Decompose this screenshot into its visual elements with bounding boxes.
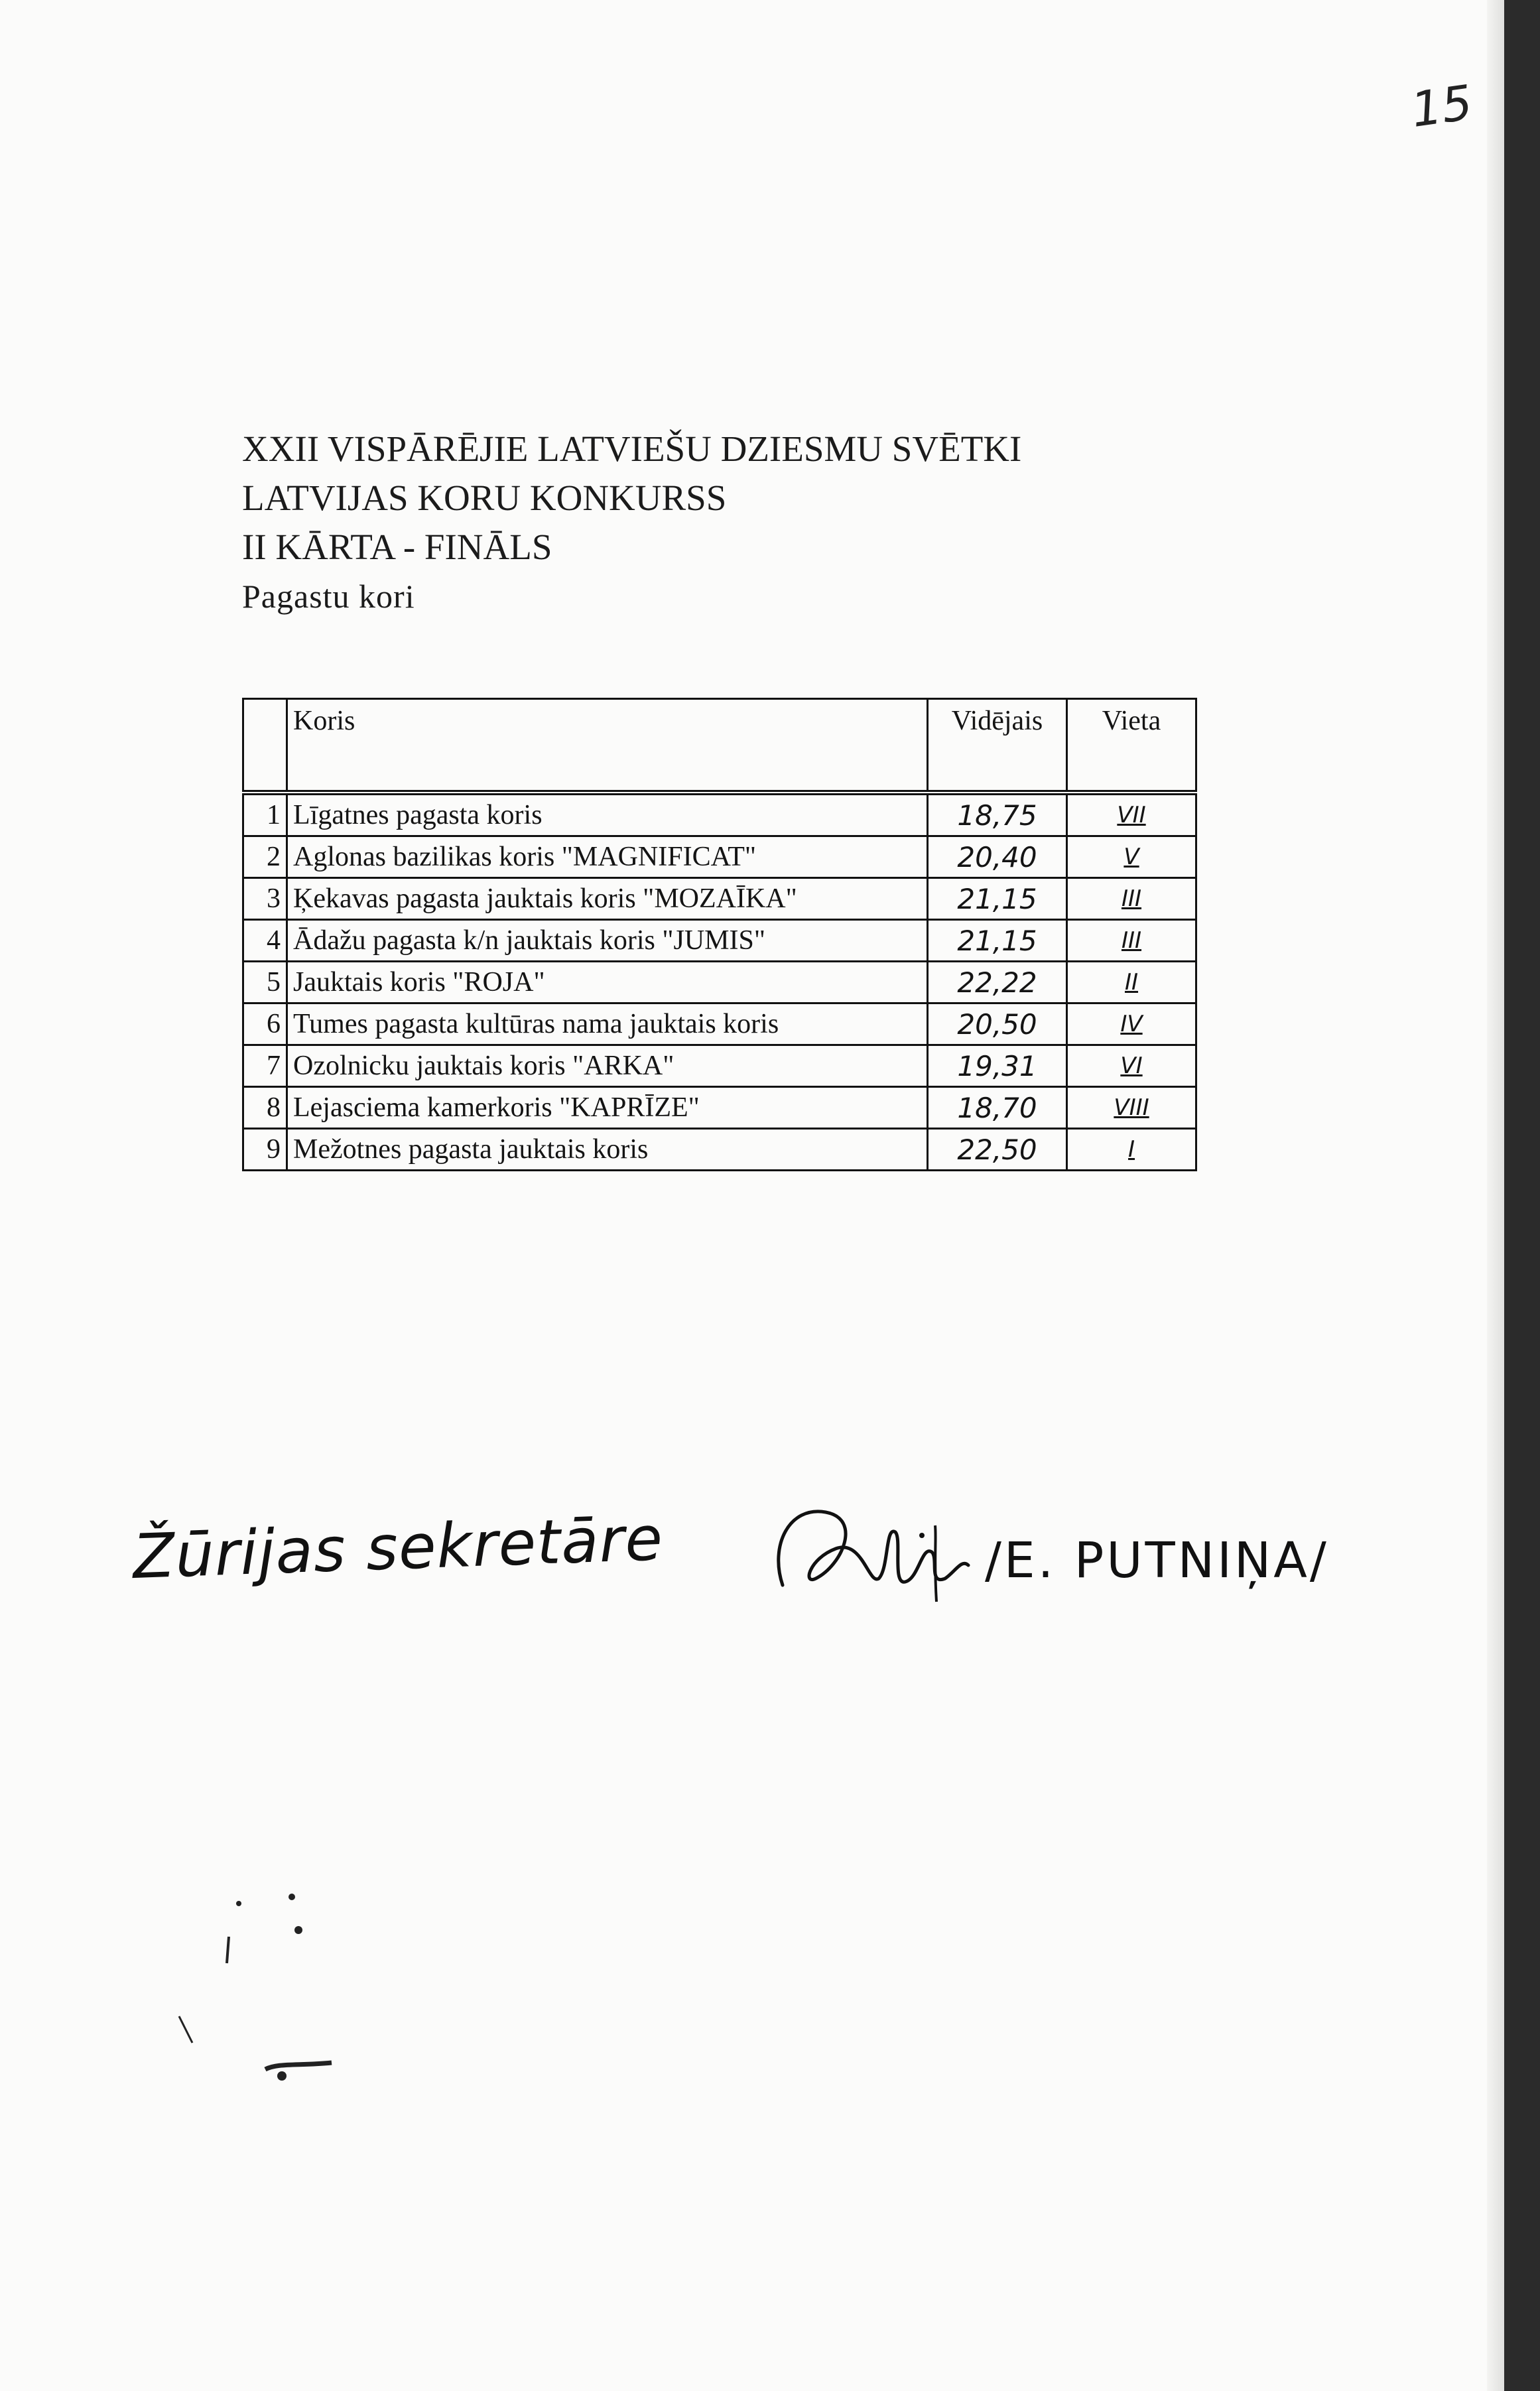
- signatory-name: /E. PUTNIŅA/: [985, 1532, 1329, 1589]
- heading-line-festival: XXII VISPĀRĒJIE LATVIEŠU DZIESMU SVĒTKI: [242, 428, 1022, 469]
- row-number: 7: [243, 1045, 287, 1087]
- row-average: 21,15: [928, 920, 1067, 962]
- table-row: [243, 793, 1196, 836]
- results-table: [242, 698, 1197, 1171]
- header-place: Vieta: [1067, 699, 1196, 793]
- row-place: VI: [1067, 1045, 1196, 1087]
- row-number: 6: [243, 1003, 287, 1045]
- row-number: 4: [243, 920, 287, 962]
- row-place: III: [1067, 920, 1196, 962]
- table-row: [243, 1087, 1196, 1129]
- header-choir: Koris: [287, 699, 928, 793]
- row-choir: Ķekavas pagasta jauktais koris "MOZAĪKA": [287, 878, 928, 920]
- row-place: V: [1067, 836, 1196, 878]
- heading-line-category: Pagastu kori: [242, 578, 415, 615]
- table-row: [243, 1003, 1196, 1045]
- table-row: [243, 1045, 1196, 1087]
- row-choir: Ādažu pagasta k/n jauktais koris "JUMIS": [287, 920, 928, 962]
- row-average: 22,50: [928, 1129, 1067, 1171]
- row-place: VII: [1067, 793, 1196, 836]
- row-place: IV: [1067, 1003, 1196, 1045]
- row-average: 20,50: [928, 1003, 1067, 1045]
- row-average: 18,70: [928, 1087, 1067, 1129]
- table-row: [243, 962, 1196, 1003]
- row-choir: Aglonas bazilikas koris "MAGNIFICAT": [287, 836, 928, 878]
- heading-line-contest: LATVIJAS KORU KONKURSS: [242, 478, 727, 518]
- document-heading: [242, 424, 1021, 621]
- row-average: 20,40: [928, 836, 1067, 878]
- row-number: 9: [243, 1129, 287, 1171]
- row-choir: Mežotnes pagasta jauktais koris: [287, 1129, 928, 1171]
- signature-label: Žūrijas sekretāre: [131, 1503, 665, 1592]
- row-number: 2: [243, 836, 287, 878]
- header-number: [243, 699, 287, 793]
- scan-specks: [166, 1884, 378, 2102]
- row-average: 18,75: [928, 793, 1067, 836]
- row-place: I: [1067, 1129, 1196, 1171]
- row-place: VIII: [1067, 1087, 1196, 1129]
- row-number: 5: [243, 962, 287, 1003]
- page-number: 15: [1407, 74, 1476, 138]
- header-average: Vidējais: [928, 699, 1067, 793]
- row-average: 19,31: [928, 1045, 1067, 1087]
- row-average: 22,22: [928, 962, 1067, 1003]
- row-average: 21,15: [928, 878, 1067, 920]
- row-number: 3: [243, 878, 287, 920]
- row-choir: Tumes pagasta kultūras nama jauktais koris: [287, 1003, 928, 1045]
- row-place: III: [1067, 878, 1196, 920]
- table-row: [243, 878, 1196, 920]
- heading-line-round: II KĀRTA - FINĀLS: [242, 527, 552, 567]
- row-place: II: [1067, 962, 1196, 1003]
- table-row: [243, 1129, 1196, 1171]
- row-choir: Lejasciema kamerkoris "KAPRĪZE": [287, 1087, 928, 1129]
- row-choir: Jauktais koris "ROJA": [287, 962, 928, 1003]
- row-choir: Ozolnicku jauktais koris "ARKA": [287, 1045, 928, 1087]
- table-header-row: [243, 699, 1196, 793]
- row-number: 1: [243, 793, 287, 836]
- row-choir: Līgatnes pagasta koris: [287, 793, 928, 836]
- table-row: [243, 920, 1196, 962]
- handwritten-signature: [763, 1486, 982, 1618]
- table-row: [243, 836, 1196, 878]
- row-number: 8: [243, 1087, 287, 1129]
